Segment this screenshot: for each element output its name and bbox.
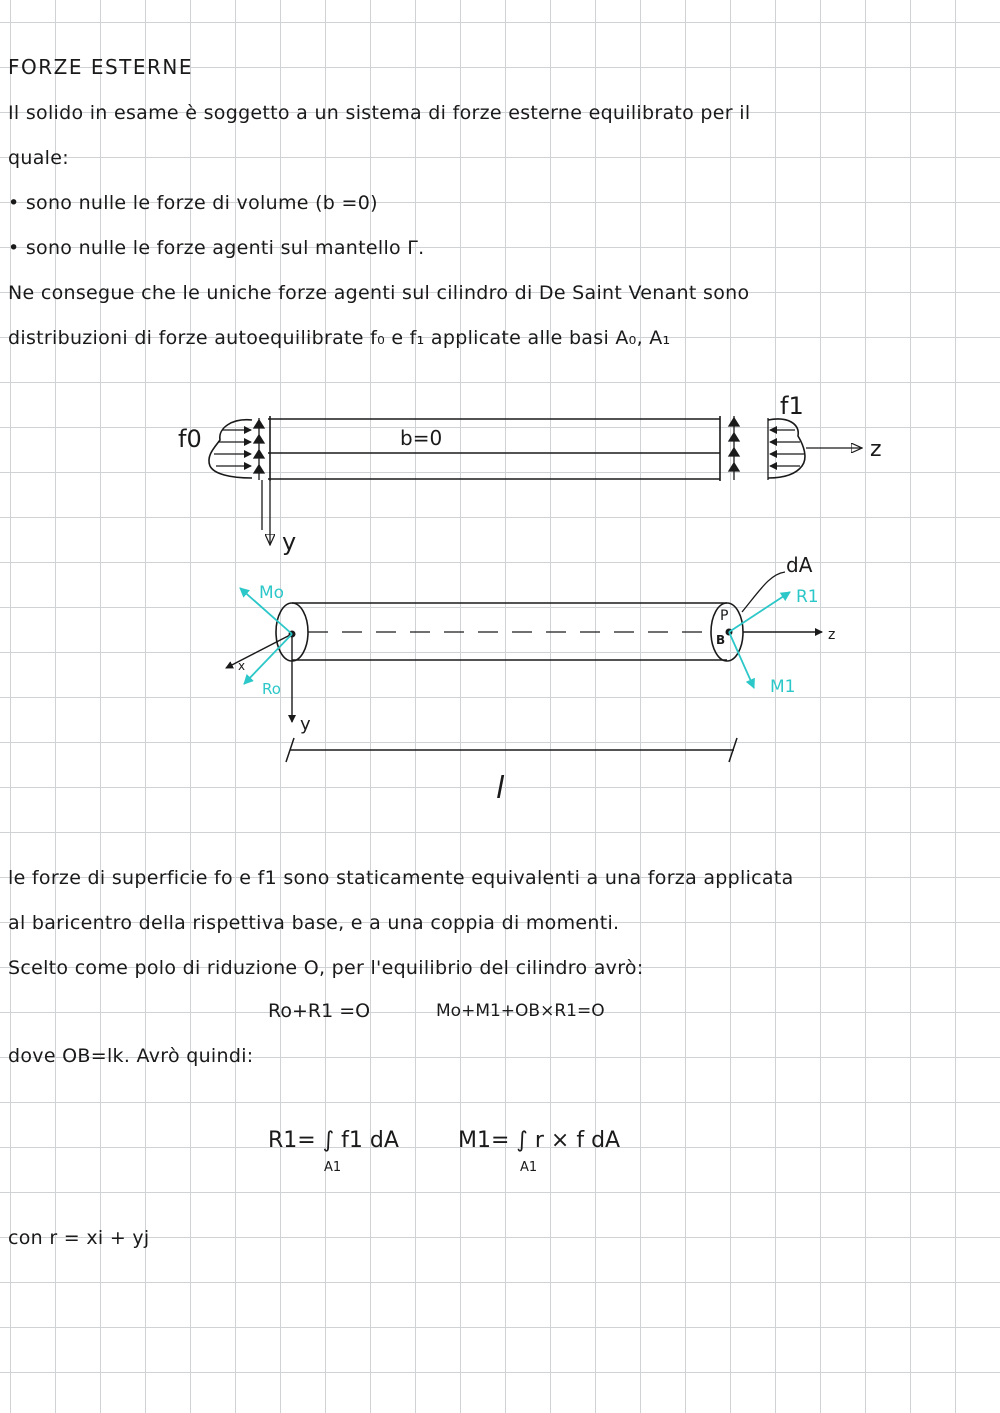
- da-pointer-line: [742, 572, 785, 612]
- label-f0: f0: [178, 425, 202, 453]
- body-line-1: le forze di superficie fo e f1 sono staticamente equivalenti a una forza applicata: [8, 867, 794, 889]
- intro-line-4: distribuzioni di forze autoequilibrate f₀ e f₁ applicate alle basi A₀, A₁: [8, 327, 671, 349]
- intro-line-2: quale:: [8, 147, 69, 169]
- distribution-f1-arrows: [770, 430, 804, 466]
- m1-integral-domain: A1: [520, 1160, 538, 1175]
- figure-cylinder-resultants: [226, 553, 835, 806]
- label-r0: Ro: [262, 680, 281, 698]
- resultants-base-1: [729, 592, 790, 688]
- label-x-axis: x: [238, 659, 246, 673]
- distribution-f0-outline: [209, 420, 252, 478]
- right-end-arrows: [729, 416, 739, 480]
- label-m1: M1: [770, 677, 796, 697]
- label-y-axis: y: [282, 528, 297, 556]
- beam-rectangle: [268, 416, 720, 481]
- equilibrium-moments-equation: Mo+M1+OB×R1=O: [436, 1001, 605, 1021]
- label-z-axis: z: [870, 437, 882, 462]
- label-r1: R1: [796, 587, 819, 607]
- figure-beam-distributions: [178, 392, 882, 556]
- m1-integral-equation: M1= ∫ r × f dA: [458, 1128, 621, 1153]
- distribution-f1-outline: [768, 419, 805, 478]
- label-da: dA: [786, 553, 813, 577]
- page-title: FORZE ESTERNE: [8, 55, 194, 79]
- label-m0: Mo: [259, 583, 285, 603]
- label-z-axis-2: z: [828, 627, 836, 643]
- body-line-4: dove OB=lk. Avrò quindi:: [8, 1045, 254, 1067]
- label-p: P: [720, 608, 729, 624]
- x-axis-arrow: [226, 634, 292, 668]
- intro-line-3: Ne consegue che le uniche forze agenti sul cilindro di De Saint Venant sono: [8, 282, 750, 304]
- label-f1: f1: [780, 392, 804, 420]
- r1-integral-equation: R1= ∫ f1 dA: [268, 1128, 399, 1153]
- left-end-arrows: [254, 418, 264, 530]
- body-line-5: con r = xi + yj: [8, 1227, 150, 1249]
- label-b-zero: b=0: [400, 426, 443, 450]
- body-line-3: Scelto come polo di riduzione O, per l'equilibrio del cilindro avrò:: [8, 957, 644, 979]
- label-y-axis-2: y: [300, 714, 311, 735]
- bullet-volume-forces: • sono nulle le forze di volume (b =0): [8, 192, 378, 214]
- intro-line-1: Il solido in esame è soggetto a un sistema di forze esterne equilibrato per il: [8, 102, 751, 124]
- r1-integral-domain: A1: [324, 1160, 342, 1175]
- bullet-mantle-forces: • sono nulle le forze agenti sul mantello Γ.: [8, 237, 425, 259]
- body-line-2: al baricentro della rispettiva base, e a una coppia di momenti.: [8, 912, 620, 934]
- label-b: B: [716, 633, 726, 647]
- label-length-l: l: [496, 771, 505, 806]
- length-dimension: [286, 738, 737, 762]
- equilibrium-forces-equation: Ro+R1 =O: [268, 1000, 371, 1022]
